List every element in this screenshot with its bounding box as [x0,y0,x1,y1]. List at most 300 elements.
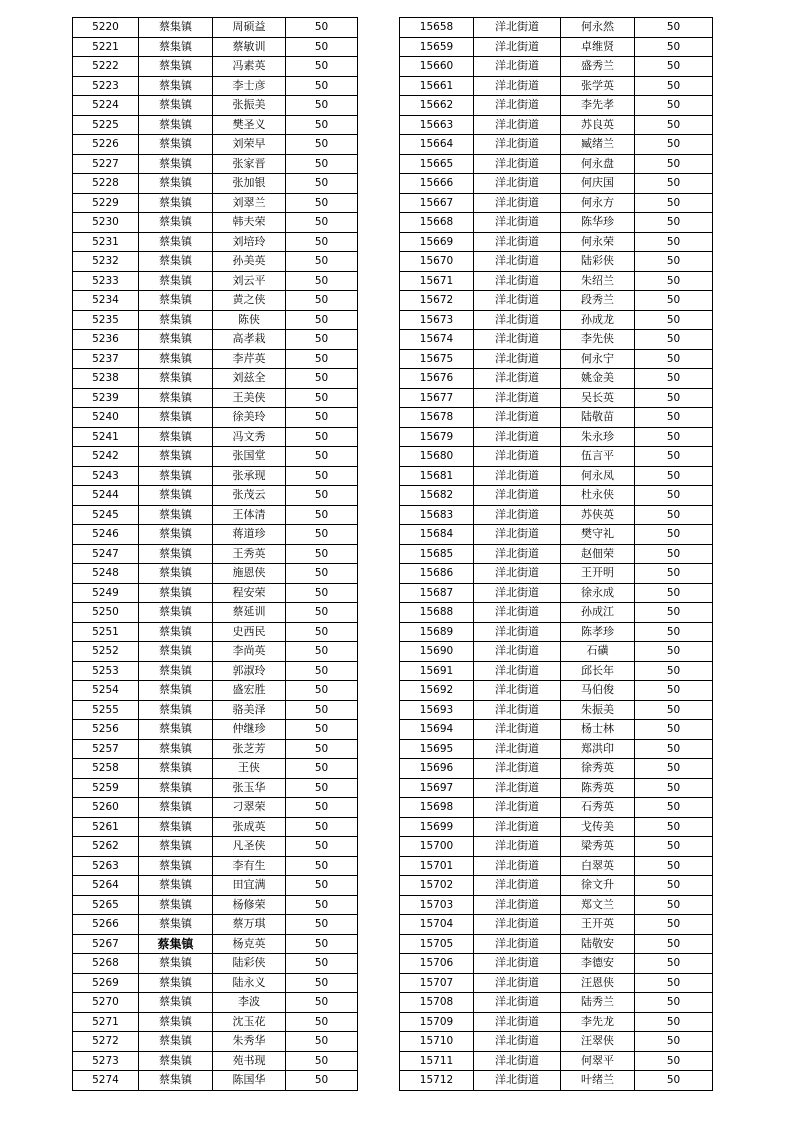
table-row [400,271,713,291]
name-cell: 李先龙 [561,1012,635,1032]
name-cell: 周硕益 [213,18,286,38]
row-number-cell: 15693 [400,700,474,720]
row-number-cell: 15695 [400,739,474,759]
row-number-cell: 5226 [73,135,139,155]
name-cell: 蔡万琪 [213,915,286,935]
town-cell: 蔡集镇 [139,603,213,623]
row-number-cell: 15668 [400,213,474,233]
name-cell: 刘培玲 [213,232,286,252]
town-cell: 洋北街道 [474,271,561,291]
table-row [400,837,713,857]
amount-cell: 50 [286,720,358,740]
town-cell: 洋北街道 [474,720,561,740]
row-number-cell: 15686 [400,564,474,584]
amount-cell: 50 [286,310,358,330]
amount-cell: 50 [635,115,713,135]
amount-cell: 50 [635,466,713,486]
name-cell: 张家晋 [213,154,286,174]
table-row [400,525,713,545]
amount-cell: 50 [635,915,713,935]
row-number-cell: 5241 [73,427,139,447]
table-row [400,57,713,77]
table-row [73,96,358,116]
town-cell: 蔡集镇 [139,544,213,564]
town-cell: 洋北街道 [474,603,561,623]
table-row [73,895,358,915]
row-number-cell: 15705 [400,934,474,954]
name-cell: 张振美 [213,96,286,116]
row-number-cell: 5270 [73,993,139,1013]
table-row [400,681,713,701]
town-cell: 洋北街道 [474,154,561,174]
amount-cell: 50 [635,525,713,545]
amount-cell: 50 [286,232,358,252]
town-cell: 蔡集镇 [139,525,213,545]
name-cell: 杨克英 [213,934,286,954]
row-number-cell: 5253 [73,661,139,681]
town-cell: 蔡集镇 [139,135,213,155]
name-cell: 何翠平 [561,1051,635,1071]
row-number-cell: 15699 [400,817,474,837]
row-number-cell: 5233 [73,271,139,291]
table-row [73,447,358,467]
amount-cell: 50 [286,681,358,701]
name-cell: 冯文秀 [213,427,286,447]
table-row [400,661,713,681]
row-number-cell: 5239 [73,388,139,408]
table-row [73,37,358,57]
row-number-cell: 15678 [400,408,474,428]
amount-cell: 50 [286,466,358,486]
town-cell: 蔡集镇 [139,817,213,837]
town-cell: 蔡集镇 [139,427,213,447]
row-number-cell: 15691 [400,661,474,681]
table-row [400,174,713,194]
name-cell: 李先侠 [561,330,635,350]
town-cell: 洋北街道 [474,895,561,915]
table-row [73,973,358,993]
row-number-cell: 5245 [73,505,139,525]
table-row [73,505,358,525]
town-cell: 洋北街道 [474,57,561,77]
row-number-cell: 5262 [73,837,139,857]
row-number-cell: 15658 [400,18,474,38]
table-row [400,115,713,135]
table-row [400,817,713,837]
name-cell: 苑书现 [213,1051,286,1071]
town-cell: 蔡集镇 [139,213,213,233]
town-cell: 蔡集镇 [139,895,213,915]
name-cell: 王美侠 [213,388,286,408]
amount-cell: 50 [286,876,358,896]
name-cell: 朱绍兰 [561,271,635,291]
town-cell: 蔡集镇 [139,330,213,350]
table-row [400,954,713,974]
amount-cell: 50 [286,759,358,779]
name-cell: 刘荣早 [213,135,286,155]
table-row [400,96,713,116]
table-row [400,876,713,896]
row-number-cell: 15671 [400,271,474,291]
row-number-cell: 15689 [400,622,474,642]
name-cell: 白翠英 [561,856,635,876]
table-row [400,154,713,174]
name-cell: 孙成龙 [561,310,635,330]
table-row [400,388,713,408]
town-cell: 蔡集镇 [139,232,213,252]
row-number-cell: 5232 [73,252,139,272]
amount-cell: 50 [286,1012,358,1032]
amount-cell: 50 [635,876,713,896]
row-number-cell: 5228 [73,174,139,194]
table-row [73,57,358,77]
town-cell: 洋北街道 [474,934,561,954]
table-row [73,798,358,818]
table-row [73,174,358,194]
table-row [400,700,713,720]
table-row [73,291,358,311]
table-row [400,934,713,954]
name-cell: 张芝芳 [213,739,286,759]
right-roster-table [399,17,713,1091]
name-cell: 石磺 [561,642,635,662]
amount-cell: 50 [635,427,713,447]
amount-cell: 50 [286,583,358,603]
town-cell: 洋北街道 [474,76,561,96]
name-cell: 刘翠兰 [213,193,286,213]
amount-cell: 50 [635,544,713,564]
table-row [400,915,713,935]
row-number-cell: 15664 [400,135,474,155]
row-number-cell: 15706 [400,954,474,974]
row-number-cell: 15692 [400,681,474,701]
row-number-cell: 5258 [73,759,139,779]
town-cell: 蔡集镇 [139,349,213,369]
row-number-cell: 5247 [73,544,139,564]
row-number-cell: 15667 [400,193,474,213]
amount-cell: 50 [635,447,713,467]
town-cell: 洋北街道 [474,291,561,311]
left-roster-body [73,18,358,1091]
table-row [73,154,358,174]
amount-cell: 50 [635,583,713,603]
table-row [73,720,358,740]
amount-cell: 50 [286,778,358,798]
left-roster-table [72,17,358,1091]
name-cell: 蒋道珍 [213,525,286,545]
town-cell: 洋北街道 [474,486,561,506]
town-cell: 蔡集镇 [139,1071,213,1091]
town-cell: 洋北街道 [474,213,561,233]
name-cell: 陆敬苗 [561,408,635,428]
amount-cell: 50 [286,661,358,681]
town-cell: 蔡集镇 [139,681,213,701]
name-cell: 杜永侠 [561,486,635,506]
table-row [400,135,713,155]
amount-cell: 50 [635,681,713,701]
table-row [400,76,713,96]
name-cell: 田宜满 [213,876,286,896]
table-row [73,115,358,135]
table-row [400,232,713,252]
amount-cell: 50 [635,76,713,96]
amount-cell: 50 [286,18,358,38]
name-cell: 仲继珍 [213,720,286,740]
table-row [73,388,358,408]
row-number-cell: 15687 [400,583,474,603]
table-row [73,837,358,857]
name-cell: 陆秀兰 [561,993,635,1013]
name-cell: 骆美泽 [213,700,286,720]
row-number-cell: 15661 [400,76,474,96]
amount-cell: 50 [635,193,713,213]
town-cell: 蔡集镇 [139,661,213,681]
town-cell: 蔡集镇 [139,76,213,96]
amount-cell: 50 [286,447,358,467]
name-cell: 徐美玲 [213,408,286,428]
table-row [73,739,358,759]
name-cell: 施恩侠 [213,564,286,584]
row-number-cell: 5255 [73,700,139,720]
amount-cell: 50 [286,1032,358,1052]
table-row [73,135,358,155]
town-cell: 蔡集镇 [139,291,213,311]
table-row [73,817,358,837]
name-cell: 何永方 [561,193,635,213]
row-number-cell: 15688 [400,603,474,623]
town-cell: 洋北街道 [474,427,561,447]
row-number-cell: 5263 [73,856,139,876]
table-row [73,954,358,974]
town-cell: 蔡集镇 [139,18,213,38]
town-cell: 洋北街道 [474,681,561,701]
amount-cell: 50 [286,993,358,1013]
table-row [73,661,358,681]
table-row [73,1012,358,1032]
amount-cell: 50 [635,154,713,174]
town-cell: 蔡集镇 [139,876,213,896]
table-row [400,1012,713,1032]
table-row [400,564,713,584]
row-number-cell: 15690 [400,642,474,662]
town-cell: 洋北街道 [474,115,561,135]
town-cell: 洋北街道 [474,37,561,57]
table-row [400,895,713,915]
amount-cell: 50 [286,427,358,447]
town-cell: 洋北街道 [474,310,561,330]
name-cell: 徐文升 [561,876,635,896]
amount-cell: 50 [635,973,713,993]
row-number-cell: 15676 [400,369,474,389]
row-number-cell: 5230 [73,213,139,233]
town-cell: 洋北街道 [474,876,561,896]
town-cell: 洋北街道 [474,1012,561,1032]
town-cell: 洋北街道 [474,388,561,408]
row-number-cell: 15684 [400,525,474,545]
amount-cell: 50 [286,525,358,545]
table-row [400,310,713,330]
table-row [400,720,713,740]
table-row [400,759,713,779]
town-cell: 蔡集镇 [139,993,213,1013]
row-number-cell: 5249 [73,583,139,603]
town-cell: 洋北街道 [474,642,561,662]
row-number-cell: 5265 [73,895,139,915]
amount-cell: 50 [286,817,358,837]
amount-cell: 50 [635,603,713,623]
name-cell: 李尚英 [213,642,286,662]
name-cell: 陆敬安 [561,934,635,954]
row-number-cell: 5272 [73,1032,139,1052]
name-cell: 郭淑玲 [213,661,286,681]
table-row [400,798,713,818]
row-number-cell: 5242 [73,447,139,467]
amount-cell: 50 [286,271,358,291]
town-cell: 蔡集镇 [139,115,213,135]
table-row [73,915,358,935]
town-cell: 蔡集镇 [139,954,213,974]
row-number-cell: 15703 [400,895,474,915]
amount-cell: 50 [635,252,713,272]
table-row [73,349,358,369]
name-cell: 陆彩侠 [561,252,635,272]
town-cell: 蔡集镇 [139,96,213,116]
table-row [73,759,358,779]
name-cell: 王开英 [561,915,635,935]
row-number-cell: 5257 [73,739,139,759]
table-row [400,18,713,38]
name-cell: 吴长英 [561,388,635,408]
town-cell: 蔡集镇 [139,193,213,213]
amount-cell: 50 [635,37,713,57]
table-row [400,505,713,525]
amount-cell: 50 [286,622,358,642]
town-cell: 洋北街道 [474,856,561,876]
town-cell: 蔡集镇 [139,622,213,642]
name-cell: 张加银 [213,174,286,194]
name-cell: 张国堂 [213,447,286,467]
row-number-cell: 15694 [400,720,474,740]
town-cell: 洋北街道 [474,759,561,779]
table-row [73,1071,358,1091]
name-cell: 朱永珍 [561,427,635,447]
town-cell: 洋北街道 [474,349,561,369]
amount-cell: 50 [286,1071,358,1091]
amount-cell: 50 [286,934,358,954]
town-cell: 蔡集镇 [139,37,213,57]
amount-cell: 50 [635,1032,713,1052]
town-cell: 洋北街道 [474,525,561,545]
town-cell: 蔡集镇 [139,837,213,857]
row-number-cell: 15696 [400,759,474,779]
row-number-cell: 5225 [73,115,139,135]
name-cell: 张学英 [561,76,635,96]
row-number-cell: 15662 [400,96,474,116]
row-number-cell: 15702 [400,876,474,896]
town-cell: 洋北街道 [474,564,561,584]
town-cell: 洋北街道 [474,174,561,194]
name-cell: 刘云平 [213,271,286,291]
amount-cell: 50 [635,1051,713,1071]
row-number-cell: 15669 [400,232,474,252]
name-cell: 王秀英 [213,544,286,564]
table-row [400,603,713,623]
name-cell: 王侠 [213,759,286,779]
row-number-cell: 5259 [73,778,139,798]
amount-cell: 50 [286,388,358,408]
name-cell: 郑洪印 [561,739,635,759]
town-cell: 蔡集镇 [139,271,213,291]
town-cell: 洋北街道 [474,1032,561,1052]
table-row [73,622,358,642]
town-cell: 蔡集镇 [139,388,213,408]
row-number-cell: 5267 [73,934,139,954]
amount-cell: 50 [286,486,358,506]
name-cell: 樊圣义 [213,115,286,135]
row-number-cell: 15701 [400,856,474,876]
amount-cell: 50 [635,934,713,954]
amount-cell: 50 [286,739,358,759]
table-row [73,681,358,701]
town-cell: 蔡集镇 [139,642,213,662]
table-row [400,973,713,993]
row-number-cell: 5248 [73,564,139,584]
amount-cell: 50 [635,505,713,525]
town-cell: 洋北街道 [474,583,561,603]
table-row [400,330,713,350]
row-number-cell: 15659 [400,37,474,57]
amount-cell: 50 [635,310,713,330]
row-number-cell: 5243 [73,466,139,486]
row-number-cell: 5220 [73,18,139,38]
row-number-cell: 15708 [400,993,474,1013]
row-number-cell: 15675 [400,349,474,369]
row-number-cell: 15674 [400,330,474,350]
table-row [73,193,358,213]
name-cell: 卓维贤 [561,37,635,57]
table-row [400,213,713,233]
name-cell: 伍言平 [561,447,635,467]
town-cell: 蔡集镇 [139,759,213,779]
amount-cell: 50 [286,57,358,77]
table-row [400,583,713,603]
amount-cell: 50 [635,739,713,759]
name-cell: 韩夫荣 [213,213,286,233]
amount-cell: 50 [635,759,713,779]
name-cell: 石秀英 [561,798,635,818]
name-cell: 李德安 [561,954,635,974]
amount-cell: 50 [286,603,358,623]
amount-cell: 50 [286,135,358,155]
amount-cell: 50 [635,798,713,818]
row-number-cell: 15673 [400,310,474,330]
name-cell: 臧绪兰 [561,135,635,155]
table-row [400,447,713,467]
name-cell: 盛秀兰 [561,57,635,77]
name-cell: 黄之侠 [213,291,286,311]
amount-cell: 50 [635,856,713,876]
town-cell: 蔡集镇 [139,700,213,720]
table-row [400,252,713,272]
row-number-cell: 5252 [73,642,139,662]
name-cell: 杨士林 [561,720,635,740]
town-cell: 洋北街道 [474,798,561,818]
town-cell: 洋北街道 [474,993,561,1013]
table-row [73,213,358,233]
name-cell: 姚金美 [561,369,635,389]
amount-cell: 50 [635,778,713,798]
table-row [73,1051,358,1071]
